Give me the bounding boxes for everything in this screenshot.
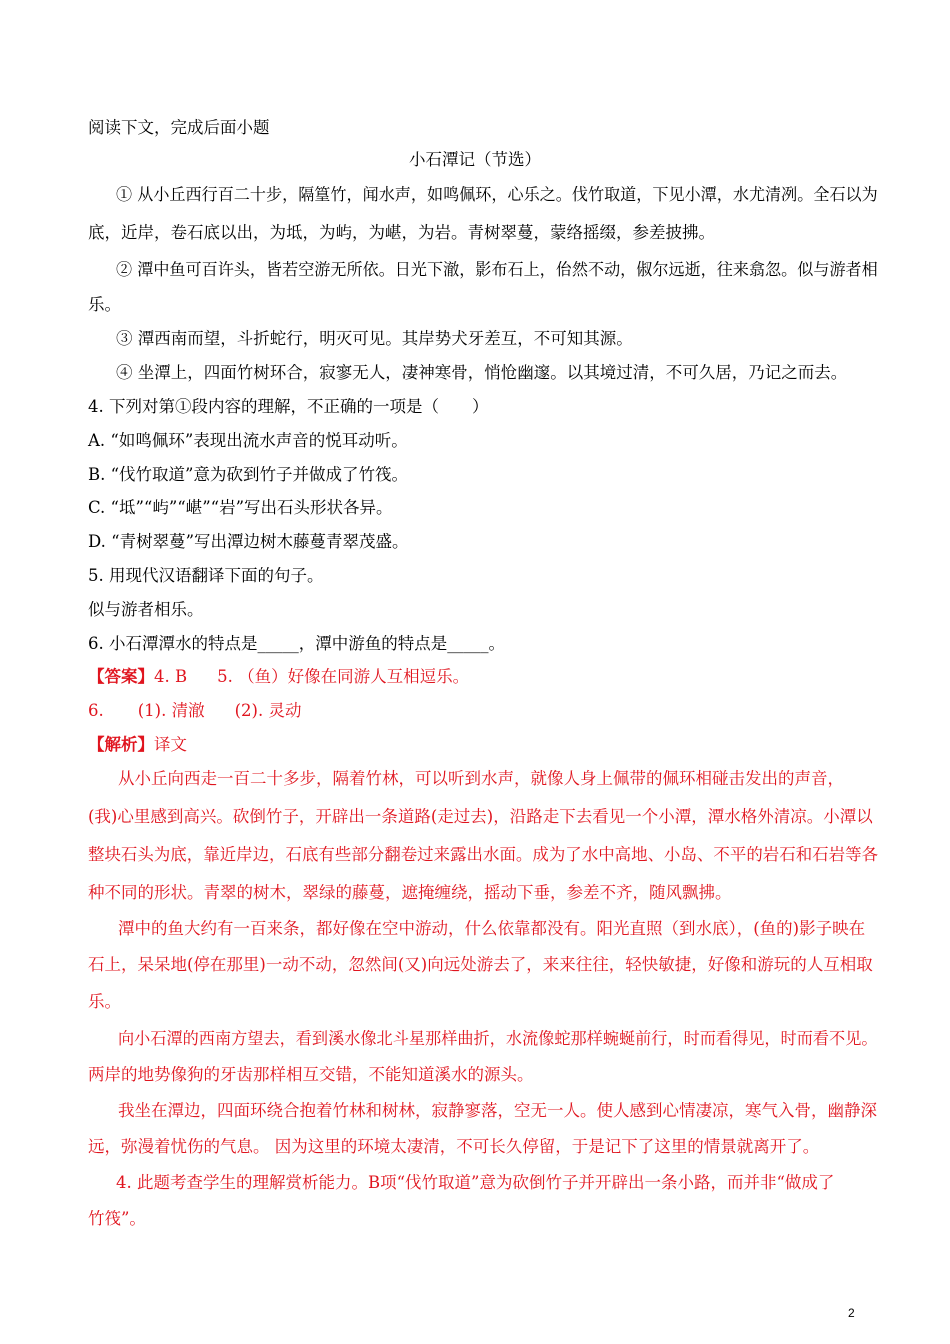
answer-5: 5. （鱼）好像在同游人互相逗乐。 (217, 667, 470, 686)
intro-text: 阅读下文，完成后面小题 (88, 118, 270, 137)
translation-line: 整块石头为底，靠近岸边，石底有些部分翻卷过来露出水面。成为了水中高地、小岛、不平的岩石和石岩等各 (88, 845, 878, 864)
analysis-explanation: 4. 此题考查学生的理解赏析能力。B项“伐竹取道”意为砍倒竹子并开辟出一条小路，而并非“做成了 (116, 1173, 835, 1192)
translation-line: 种不同的形状。青翠的树木，翠绿的藤蔓，遮掩缠绕，摇动下垂，参差不齐，随风飘拂。 (88, 883, 732, 902)
passage-line: ④ 坐潭上，四面竹树环合，寂寥无人，凄神寒骨，悄怆幽邃。以其境过清，不可久居，乃记之而去。 (116, 363, 848, 382)
option-a: A. “如鸣佩环”表现出流水声音的悦耳动听。 (88, 431, 408, 450)
translation-line: 向小石潭的西南方望去，看到溪水像北斗星那样曲折，水流像蛇那样蜿蜒前行，时而看得见，时而看不见。 (118, 1029, 878, 1048)
answer-line (88, 666, 469, 688)
translation-line: 潭中的鱼大约有一百来条，都好像在空中游动，什么依靠都没有。阳光直照（到水底），(鱼的)影子映在 (118, 919, 866, 938)
question-4: 4. 下列对第①段内容的理解，不正确的一项是（ ） (88, 397, 489, 416)
translation-line: 远，弥漫着忧伤的气息。 因为这里的环境太凄清，不可长久停留，于是记下了这里的情景就离开了。 (88, 1137, 820, 1156)
answer-6-part-2: (2). 灵动 (234, 701, 302, 720)
analysis-label: 【解析】 (88, 735, 154, 754)
analysis-explanation: 竹筏”。 (88, 1209, 146, 1228)
option-b: B. “伐竹取道”意为砍到竹子并做成了竹筏。 (88, 465, 408, 484)
answer-6-part-1: (1). 清澈 (137, 701, 205, 720)
passage-line: 底，近岸，卷石底以出，为坻，为屿，为嵁，为岩。青树翠蔓，蒙络摇缀，参差披拂。 (88, 223, 715, 242)
passage-line: ③ 潭西南而望，斗折蛇行，明灭可见。其岸势犬牙差互，不可知其源。 (116, 329, 633, 348)
analysis-heading: 译文 (154, 735, 187, 754)
question-6: 6. 小石潭潭水的特点是_____，潭中游鱼的特点是_____。 (88, 634, 505, 653)
passage-line: ② 潭中鱼可百许头，皆若空游无所依。日光下澈，影布石上，佁然不动，俶尔远逝，往来翕忽。似与游者相 (116, 260, 878, 279)
translation-line: 乐。 (88, 992, 121, 1011)
answer-4: 4. B (154, 667, 188, 686)
page-number: 2 (848, 1306, 855, 1320)
translation-line: (我)心里感到高兴。砍倒竹子，开辟出一条道路(走过去)，沿路走下去看见一个小潭，潭水格外清凉。小潭以 (88, 807, 873, 826)
question-5-sentence: 似与游者相乐。 (88, 600, 204, 619)
question-5: 5. 用现代汉语翻译下面的句子。 (88, 566, 324, 585)
answer-6-number: 6. (88, 701, 104, 720)
passage-line: ① 从小丘西行百二十步，隔篁竹，闻水声，如鸣佩环，心乐之。伐竹取道，下见小潭，水尤清冽。全石以为 (116, 185, 878, 204)
translation-line: 我坐在潭边，四面环绕合抱着竹林和树林，寂静寥落，空无一人。使人感到心情凄凉，寒气入骨，幽静深 (118, 1101, 877, 1120)
option-c: C. “坻”“屿”“嵁”“岩”写出石头形状各异。 (88, 498, 393, 517)
translation-line: 两岸的地势像狗的牙齿那样相互交错，不能知道溪水的源头。 (88, 1065, 534, 1084)
translation-line: 石上，呆呆地(停在那里)一动不动，忽然间(又)向远处游去了，来来往往，轻快敏捷，好像和游玩的人互相取 (88, 955, 873, 974)
passage-title: 小石潭记（节选） (409, 150, 541, 169)
option-d: D. “青树翠蔓”写出潭边树木藤蔓青翠茂盛。 (88, 532, 409, 551)
passage-line: 乐。 (88, 295, 121, 314)
translation-line: 从小丘向西走一百二十多步，隔着竹林，可以听到水声，就像人身上佩带的佩环相碰击发出的声音， (118, 769, 844, 788)
answer-6-line (88, 700, 302, 722)
answer-label: 【答案】 (88, 667, 154, 686)
analysis-header (88, 734, 187, 756)
